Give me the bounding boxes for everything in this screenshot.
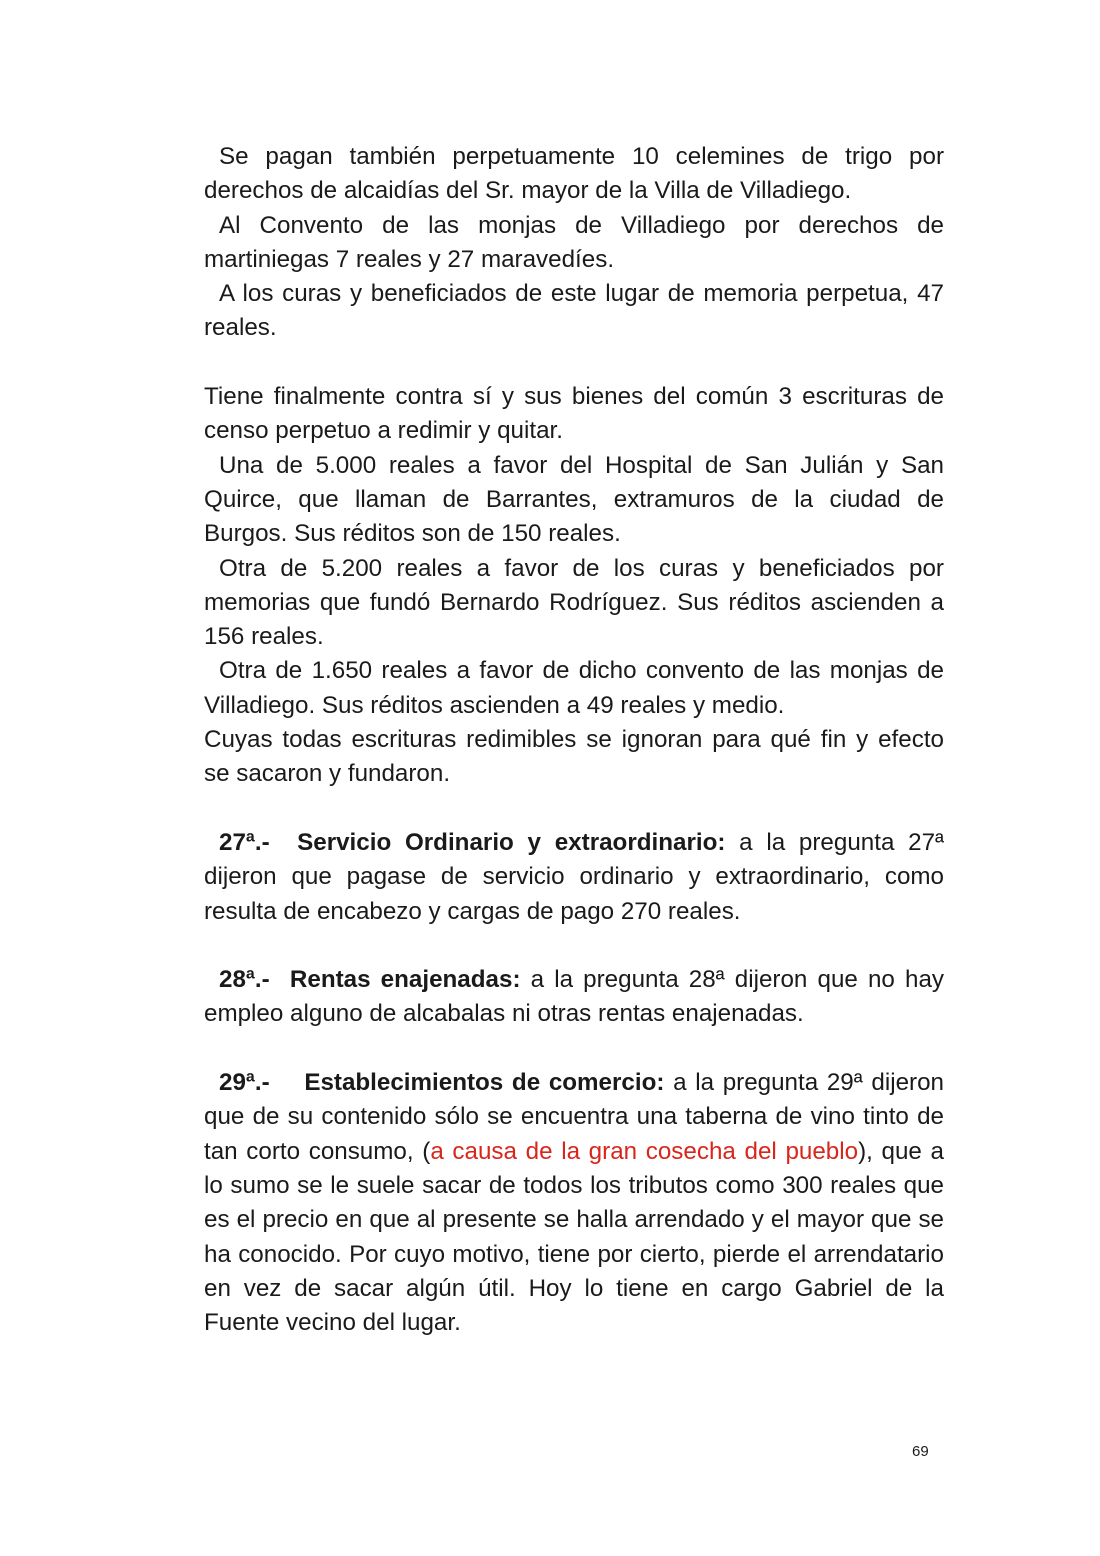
paragraph-convento-monjas: Al Convento de las monjas de Villadiego por derechos de martiniegas 7 reales y 27 maravedíes. bbox=[204, 211, 944, 273]
paragraph-curas-beneficiados: A los curas y beneficiados de este lugar de memoria perpetua, 47 reales. bbox=[204, 280, 944, 342]
document-body bbox=[204, 140, 944, 1340]
paragraph-censo-curas: Otra de 5.200 reales a favor de los curas y beneficiados por memorias que fundó Bernardo Rodríguez. Sus réditos ascienden a 156 reales. bbox=[204, 554, 944, 651]
paragraph-censo-convento: Otra de 1.650 reales a favor de dicho convento de las monjas de Villadiego. Sus réditos ascienden a 49 reales y medio. bbox=[204, 657, 944, 719]
section-27-heading: Servicio Ordinario y extraordinario: bbox=[297, 828, 726, 856]
paragraph-escrituras-redimibles: Cuyas todas escrituras redimibles se ignoran para qué fin y efecto se sacaron y fundaron. bbox=[204, 726, 944, 788]
section-27 bbox=[204, 826, 944, 929]
section-29-heading: Establecimientos de comercio: bbox=[304, 1069, 665, 1097]
section-29-text-before: a la pregunta 29ª dijeron que de su contenido sólo se encuentra una taberna de vino tinto de tan corto consumo, ( bbox=[204, 1069, 944, 1165]
paragraph-spacer bbox=[204, 929, 944, 963]
section-28-number: 28ª.- bbox=[219, 966, 270, 994]
paragraph-censo-hospital: Una de 5.000 reales a favor del Hospital de San Julián y San Quirce, que llaman de Barrantes, extramuros de la ciudad de Burgos. Sus réditos son de 150 reales. bbox=[204, 451, 944, 548]
page-number: 69 bbox=[912, 1443, 929, 1460]
section-29-highlight: a causa de la gran cosecha del pueblo bbox=[430, 1137, 859, 1165]
paragraph-spacer bbox=[204, 346, 944, 380]
paragraph-spacer bbox=[204, 792, 944, 826]
section-28-heading: Rentas enajenadas: bbox=[289, 966, 521, 994]
paragraph-alcaidias: Se pagan también perpetuamente 10 celemines de trigo por derechos de alcaidías del Sr. mayor de la Villa de Villadiego. bbox=[204, 143, 944, 205]
section-27-number: 27ª.- bbox=[219, 828, 270, 856]
section-29-text-after: ), que a lo sumo se le suele sacar de todos los tributos como 300 reales que es el precio en que al presente se halla arrendado y el mayor que se ha conocido. Por cuyo motivo, tiene por cierto, pierde el arrendatario en vez de sacar algún útil. Hoy lo tiene en cargo Gabriel de la Fuente vecino del lugar. bbox=[204, 1137, 944, 1337]
paragraph-spacer bbox=[204, 1032, 944, 1066]
section-28-text: a la pregunta 28ª dijeron que no hay empleo alguno de alcabalas ni otras rentas enajenadas. bbox=[204, 966, 944, 1028]
section-29-number: 29ª.- bbox=[219, 1069, 270, 1097]
paragraph-escrituras-censo: Tiene finalmente contra sí y sus bienes del común 3 escrituras de censo perpetuo a redimir y quitar. bbox=[204, 383, 944, 445]
section-27-text: a la pregunta 27ª dijeron que pagase de servicio ordinario y extraordinario, como resulta de encabezo y cargas de pago 270 reales. bbox=[204, 828, 944, 925]
section-29 bbox=[204, 1066, 944, 1340]
section-28 bbox=[204, 963, 944, 1032]
